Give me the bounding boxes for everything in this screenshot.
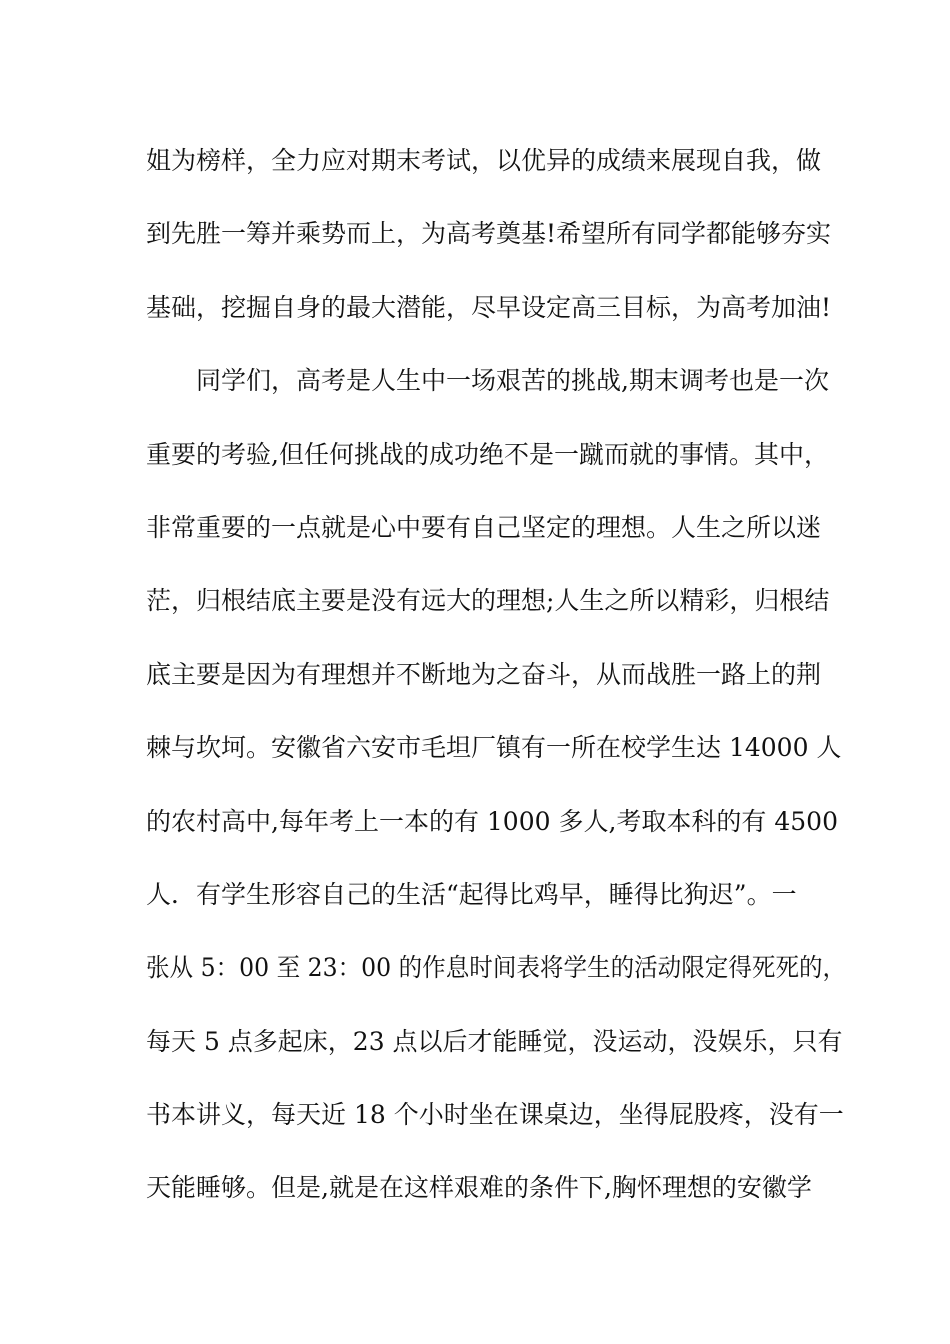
- text-line: 茫，归根结底主要是没有远大的理想;人生之所以精彩，归根结: [146, 586, 830, 616]
- text-line: 姐为榜样，全力应对期末考试，以优异的成绩来展现自我，做: [146, 146, 822, 175]
- text-line: 同学们，高考是人生中一场艰苦的挑战,期末调考也是一次: [146, 366, 829, 396]
- text-line: 重要的考验,但任何挑战的成功绝不是一蹴而就的事情。其中，: [146, 439, 829, 469]
- text-line: 底主要是因为有理想并不断地为之奋斗，从而战胜一路上的荆: [146, 659, 822, 689]
- text-line: 的农村高中,每年考上一本的有 1000 多人,考取本科的有 4500: [146, 806, 838, 836]
- text-line: 每天 5 点多起床，23 点以后才能睡觉，没运动，没娱乐，只有: [146, 1026, 843, 1056]
- text-line: 基础，挖掘自身的最大潜能，尽早设定高三目标，为高考加油!: [146, 292, 832, 322]
- text-line: 天能睡够。但是,就是在这样艰难的条件下,胸怀理想的安徽学: [146, 1173, 812, 1203]
- body-text: [146, 124, 847, 1225]
- text-line: 非常重要的一点就是心中要有自己坚定的理想。人生之所以迷: [146, 512, 822, 542]
- text-line: 书本讲义，每天近 18 个小时坐在课桌边，坐得屁股疼，没有一: [146, 1100, 844, 1130]
- text-line: 到先胜一筹并乘势而上，为高考奠基!希望所有同学都能够夯实: [146, 219, 832, 249]
- text-line: 人．有学生形容自己的生活“起得比鸡早，睡得比狗迟”。一: [146, 879, 797, 909]
- text-line: 张从 5：00 至 23：00 的作息时间表将学生的活动限定得死死的，: [146, 953, 847, 983]
- text-line: 棘与坎坷。安徽省六安市毛坦厂镇有一所在校学生达 14000 人: [146, 733, 842, 763]
